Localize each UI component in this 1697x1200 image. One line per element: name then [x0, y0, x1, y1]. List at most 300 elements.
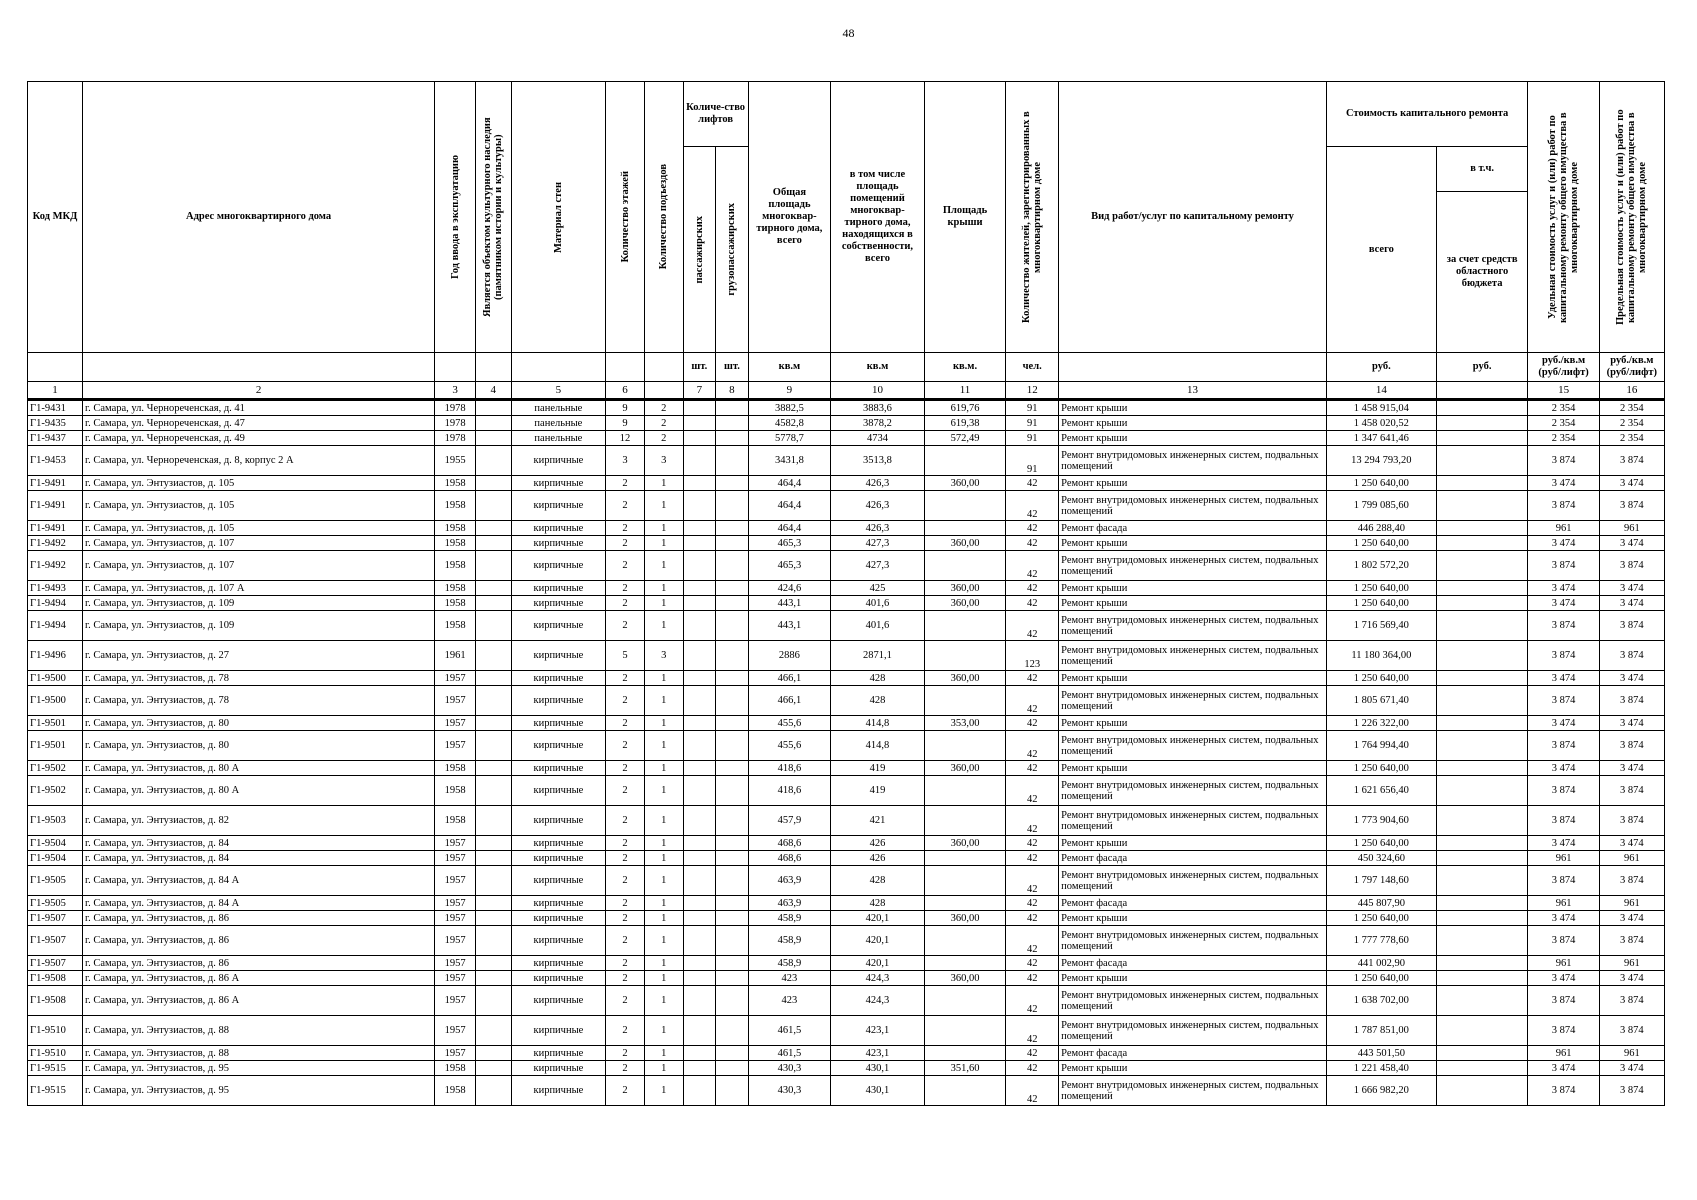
cell-cost-total: 1 773 904,60 [1326, 806, 1436, 836]
cell-unit-cost: 961 [1528, 851, 1599, 866]
column-number: 14 [1326, 382, 1436, 400]
cell-residents: 42 [1006, 596, 1059, 611]
cell-code: Г1-9505 [28, 866, 83, 896]
cell-residents: 91 [1006, 400, 1059, 416]
cell-roof-area [924, 851, 1005, 866]
cell-lifts-cargo [716, 536, 749, 551]
cell-cost-total: 1 458 020,52 [1326, 416, 1436, 431]
cell-wall: кирпичные [511, 956, 606, 971]
cell-roof-area: 360,00 [924, 911, 1005, 926]
cell-roof-area [924, 956, 1005, 971]
table-row [28, 731, 1665, 761]
cell-total-area: 458,9 [748, 926, 830, 956]
cell-unit-cost: 3 474 [1528, 476, 1599, 491]
cell-code: Г1-9502 [28, 776, 83, 806]
cell-floors: 2 [606, 536, 645, 551]
table-row [28, 971, 1665, 986]
cell-work: Ремонт фасада [1059, 851, 1327, 866]
unit-roof-area: кв.м. [924, 353, 1005, 382]
cell-floors: 9 [606, 400, 645, 416]
column-number [644, 382, 683, 400]
cell-cost-total: 1 347 641,46 [1326, 431, 1436, 446]
cell-floors: 2 [606, 521, 645, 536]
cell-limit-cost: 3 474 [1599, 761, 1664, 776]
cell-work: Ремонт крыши [1059, 836, 1327, 851]
cell-wall: кирпичные [511, 716, 606, 731]
cell-cost-regional [1436, 476, 1528, 491]
cell-limit-cost: 961 [1599, 956, 1664, 971]
cell-roof-area [924, 776, 1005, 806]
header-work: Вид работ/услуг по капитальному ремонту [1059, 82, 1327, 353]
table-row [28, 641, 1665, 671]
cell-cost-regional [1436, 956, 1528, 971]
cell-residents: 42 [1006, 836, 1059, 851]
cell-cost-regional [1436, 671, 1528, 686]
cell-work: Ремонт крыши [1059, 476, 1327, 491]
cell-limit-cost: 3 474 [1599, 716, 1664, 731]
unit-lifts-passenger: шт. [683, 353, 716, 382]
cell-wall: кирпичные [511, 896, 606, 911]
cell-cost-total: 1 221 458,40 [1326, 1061, 1436, 1076]
column-number: 7 [683, 382, 716, 400]
cell-roof-area: 619,76 [924, 400, 1005, 416]
header-floors-cell [606, 82, 645, 353]
cell-cost-regional [1436, 731, 1528, 761]
cell-lifts-cargo [716, 1076, 749, 1106]
cell-floors: 2 [606, 896, 645, 911]
cell-owned-area: 426,3 [831, 521, 925, 536]
cell-wall: кирпичные [511, 761, 606, 776]
cell-owned-area: 3883,6 [831, 400, 925, 416]
cell-heritage [475, 581, 511, 596]
header-code: Код МКД [28, 82, 83, 353]
cell-heritage [475, 551, 511, 581]
cell-wall: кирпичные [511, 521, 606, 536]
cell-residents: 42 [1006, 581, 1059, 596]
cell-floors: 2 [606, 671, 645, 686]
cell-year: 1958 [435, 536, 476, 551]
cell-year: 1957 [435, 896, 476, 911]
table-row [28, 1046, 1665, 1061]
cell-heritage [475, 896, 511, 911]
cell-lifts-passenger [683, 896, 716, 911]
cell-wall: кирпичные [511, 731, 606, 761]
cell-residents: 42 [1006, 491, 1059, 521]
cell-lifts-passenger [683, 416, 716, 431]
unit-cell [644, 353, 683, 382]
cell-cost-regional [1436, 521, 1528, 536]
cell-address: г. Самара, ул. Чернореченская, д. 47 [82, 416, 434, 431]
cell-lifts-cargo [716, 731, 749, 761]
cell-owned-area: 3513,8 [831, 446, 925, 476]
cell-lifts-cargo [716, 896, 749, 911]
cell-floors: 12 [606, 431, 645, 446]
cell-code: Г1-9507 [28, 926, 83, 956]
column-number: 10 [831, 382, 925, 400]
cell-year: 1957 [435, 911, 476, 926]
cell-total-area: 3882,5 [748, 400, 830, 416]
cell-unit-cost: 2 354 [1528, 400, 1599, 416]
cell-code: Г1-9505 [28, 896, 83, 911]
cell-entrances: 1 [644, 716, 683, 731]
cell-floors: 2 [606, 911, 645, 926]
cell-cost-total: 1 458 915,04 [1326, 400, 1436, 416]
cell-owned-area: 426 [831, 851, 925, 866]
cell-cost-regional [1436, 686, 1528, 716]
cell-residents: 91 [1006, 446, 1059, 476]
header-total-area: Общая площадь многоквар-тирного дома, всего [748, 82, 830, 353]
cell-work: Ремонт внутридомовых инженерных систем, подвальных помещений [1059, 446, 1327, 476]
cell-owned-area: 414,8 [831, 716, 925, 731]
cell-unit-cost: 3 474 [1528, 671, 1599, 686]
page-number: 48 [842, 26, 855, 40]
unit-limit-cost: руб./кв.м (руб/лифт) [1599, 353, 1664, 382]
cell-lifts-cargo [716, 416, 749, 431]
cell-heritage [475, 416, 511, 431]
cell-limit-cost: 3 474 [1599, 836, 1664, 851]
unit-cost-regional: руб. [1436, 353, 1528, 382]
cell-owned-area: 425 [831, 581, 925, 596]
cell-heritage [475, 491, 511, 521]
cell-owned-area: 427,3 [831, 551, 925, 581]
cell-owned-area: 420,1 [831, 956, 925, 971]
cell-lifts-passenger [683, 491, 716, 521]
cell-work: Ремонт внутридомовых инженерных систем, подвальных помещений [1059, 806, 1327, 836]
cell-limit-cost: 3 474 [1599, 911, 1664, 926]
cell-code: Г1-9491 [28, 521, 83, 536]
unit-cell [435, 353, 476, 382]
cell-residents: 42 [1006, 926, 1059, 956]
cell-wall: панельные [511, 431, 606, 446]
cell-address: г. Самара, ул. Энтузиастов, д. 80 А [82, 761, 434, 776]
cell-cost-total: 1 666 982,20 [1326, 1076, 1436, 1106]
cell-floors: 2 [606, 1061, 645, 1076]
cell-entrances: 1 [644, 491, 683, 521]
cell-wall: кирпичные [511, 671, 606, 686]
header-cost: Стоимость капитального ремонта [1326, 82, 1528, 147]
cell-cost-regional [1436, 986, 1528, 1016]
cell-entrances: 1 [644, 1076, 683, 1106]
cell-unit-cost: 3 874 [1528, 446, 1599, 476]
cell-roof-area [924, 551, 1005, 581]
cell-roof-area [924, 491, 1005, 521]
cell-cost-total: 441 002,90 [1326, 956, 1436, 971]
cell-address: г. Самара, ул. Энтузиастов, д. 82 [82, 806, 434, 836]
cell-lifts-passenger [683, 806, 716, 836]
cell-code: Г1-9507 [28, 911, 83, 926]
cell-cost-regional [1436, 416, 1528, 431]
cell-residents: 42 [1006, 761, 1059, 776]
cell-cost-regional [1436, 926, 1528, 956]
cell-code: Г1-9494 [28, 596, 83, 611]
cell-work: Ремонт внутридомовых инженерных систем, подвальных помещений [1059, 1016, 1327, 1046]
cell-wall: кирпичные [511, 911, 606, 926]
cell-lifts-cargo [716, 521, 749, 536]
cell-year: 1957 [435, 686, 476, 716]
cell-owned-area: 424,3 [831, 986, 925, 1016]
cell-unit-cost: 3 874 [1528, 776, 1599, 806]
cell-cost-regional [1436, 446, 1528, 476]
table-row [28, 400, 1665, 416]
cell-wall: кирпичные [511, 1076, 606, 1106]
table-row [28, 776, 1665, 806]
cell-cost-regional [1436, 761, 1528, 776]
cell-total-area: 464,4 [748, 521, 830, 536]
cell-lifts-passenger [683, 716, 716, 731]
header-lifts-passenger: пассажирских [693, 215, 705, 284]
cell-total-area: 443,1 [748, 611, 830, 641]
cell-unit-cost: 3 474 [1528, 536, 1599, 551]
cell-owned-area: 426,3 [831, 491, 925, 521]
cell-year: 1958 [435, 521, 476, 536]
column-number: 1 [28, 382, 83, 400]
cell-entrances: 1 [644, 851, 683, 866]
cell-heritage [475, 446, 511, 476]
cell-wall: кирпичные [511, 806, 606, 836]
header-cost-incl: в т.ч. [1436, 147, 1528, 192]
cell-total-area: 463,9 [748, 866, 830, 896]
cell-cost-regional [1436, 1061, 1528, 1076]
capital-repair-table [27, 81, 1665, 1106]
cell-lifts-cargo [716, 400, 749, 416]
cell-residents: 42 [1006, 896, 1059, 911]
column-number: 12 [1006, 382, 1059, 400]
cell-lifts-cargo [716, 611, 749, 641]
cell-lifts-passenger [683, 1076, 716, 1106]
cell-address: г. Самара, ул. Энтузиастов, д. 88 [82, 1046, 434, 1061]
cell-entrances: 1 [644, 836, 683, 851]
cell-floors: 3 [606, 446, 645, 476]
cell-lifts-cargo [716, 911, 749, 926]
cell-wall: кирпичные [511, 446, 606, 476]
cell-cost-regional [1436, 431, 1528, 446]
cell-lifts-cargo [716, 866, 749, 896]
cell-owned-area: 423,1 [831, 1046, 925, 1061]
cell-cost-total: 1 797 148,60 [1326, 866, 1436, 896]
cell-heritage [475, 716, 511, 731]
table-header [28, 82, 1665, 400]
cell-unit-cost: 3 874 [1528, 641, 1599, 671]
cell-roof-area: 360,00 [924, 671, 1005, 686]
cell-total-area: 5778,7 [748, 431, 830, 446]
table-row [28, 1061, 1665, 1076]
header-address: Адрес многоквартирного дома [82, 82, 434, 353]
cell-cost-regional [1436, 551, 1528, 581]
cell-roof-area [924, 986, 1005, 1016]
cell-wall: кирпичные [511, 476, 606, 491]
cell-address: г. Самара, ул. Энтузиастов, д. 105 [82, 491, 434, 521]
cell-total-area: 2886 [748, 641, 830, 671]
cell-owned-area: 426,3 [831, 476, 925, 491]
cell-total-area: 458,9 [748, 956, 830, 971]
cell-unit-cost: 3 874 [1528, 806, 1599, 836]
cell-roof-area [924, 1046, 1005, 1061]
cell-lifts-cargo [716, 551, 749, 581]
cell-residents: 42 [1006, 911, 1059, 926]
cell-year: 1961 [435, 641, 476, 671]
cell-year: 1958 [435, 476, 476, 491]
table-row [28, 491, 1665, 521]
cell-year: 1958 [435, 491, 476, 521]
cell-cost-regional [1436, 611, 1528, 641]
cell-floors: 2 [606, 1016, 645, 1046]
cell-roof-area [924, 806, 1005, 836]
cell-address: г. Самара, ул. Энтузиастов, д. 95 [82, 1076, 434, 1106]
cell-unit-cost: 3 474 [1528, 836, 1599, 851]
cell-year: 1957 [435, 671, 476, 686]
cell-total-area: 465,3 [748, 536, 830, 551]
unit-owned-area: кв.м [831, 353, 925, 382]
cell-entrances: 1 [644, 611, 683, 641]
cell-roof-area [924, 926, 1005, 956]
cell-lifts-passenger [683, 911, 716, 926]
cell-address: г. Самара, ул. Энтузиастов, д. 86 А [82, 971, 434, 986]
column-number: 2 [82, 382, 434, 400]
cell-code: Г1-9502 [28, 761, 83, 776]
cell-lifts-passenger [683, 400, 716, 416]
cell-work: Ремонт внутридомовых инженерных систем, подвальных помещений [1059, 926, 1327, 956]
cell-work: Ремонт внутридомовых инженерных систем, подвальных помещений [1059, 491, 1327, 521]
cell-limit-cost: 961 [1599, 896, 1664, 911]
cell-residents: 42 [1006, 536, 1059, 551]
cell-year: 1978 [435, 416, 476, 431]
unit-unit-cost: руб./кв.м (руб/лифт) [1528, 353, 1599, 382]
cell-code: Г1-9508 [28, 986, 83, 1016]
cell-heritage [475, 776, 511, 806]
cell-year: 1957 [435, 926, 476, 956]
cell-total-area: 455,6 [748, 731, 830, 761]
cell-roof-area: 353,00 [924, 716, 1005, 731]
cell-cost-total: 11 180 364,00 [1326, 641, 1436, 671]
header-lifts: Количе-ство лифтов [683, 82, 748, 147]
cell-year: 1957 [435, 1016, 476, 1046]
table-row [28, 761, 1665, 776]
cell-lifts-passenger [683, 431, 716, 446]
cell-year: 1957 [435, 1046, 476, 1061]
cell-entrances: 3 [644, 446, 683, 476]
cell-lifts-passenger [683, 1046, 716, 1061]
cell-lifts-cargo [716, 1016, 749, 1046]
cell-work: Ремонт фасада [1059, 521, 1327, 536]
cell-work: Ремонт крыши [1059, 596, 1327, 611]
column-number: 8 [716, 382, 749, 400]
cell-work: Ремонт крыши [1059, 1061, 1327, 1076]
table-row [28, 1076, 1665, 1106]
cell-lifts-passenger [683, 866, 716, 896]
cell-address: г. Самара, ул. Энтузиастов, д. 107 А [82, 581, 434, 596]
cell-code: Г1-9504 [28, 836, 83, 851]
cell-floors: 9 [606, 416, 645, 431]
cell-residents: 42 [1006, 776, 1059, 806]
cell-entrances: 1 [644, 476, 683, 491]
cell-roof-area: 360,00 [924, 971, 1005, 986]
cell-owned-area: 420,1 [831, 926, 925, 956]
cell-code: Г1-9500 [28, 671, 83, 686]
cell-heritage [475, 671, 511, 686]
cell-cost-total: 445 807,90 [1326, 896, 1436, 911]
cell-unit-cost: 961 [1528, 1046, 1599, 1061]
cell-lifts-passenger [683, 776, 716, 806]
header-lifts-cargo: грузопассажирских [726, 203, 738, 296]
cell-cost-regional [1436, 836, 1528, 851]
cell-cost-total: 1 799 085,60 [1326, 491, 1436, 521]
cell-limit-cost: 2 354 [1599, 416, 1664, 431]
cell-residents: 42 [1006, 1061, 1059, 1076]
cell-roof-area [924, 866, 1005, 896]
cell-year: 1955 [435, 446, 476, 476]
cell-limit-cost: 3 874 [1599, 806, 1664, 836]
cell-cost-regional [1436, 806, 1528, 836]
cell-work: Ремонт внутридомовых инженерных систем, подвальных помещений [1059, 686, 1327, 716]
cell-owned-area: 3878,2 [831, 416, 925, 431]
cell-lifts-cargo [716, 716, 749, 731]
cell-unit-cost: 3 874 [1528, 611, 1599, 641]
cell-heritage [475, 431, 511, 446]
table-row [28, 686, 1665, 716]
cell-heritage [475, 761, 511, 776]
header-cost-total: всего [1326, 147, 1436, 353]
cell-heritage [475, 1046, 511, 1061]
cell-limit-cost: 3 474 [1599, 581, 1664, 596]
header-roof-area: Площадь крыши [924, 82, 1005, 353]
cell-limit-cost: 3 874 [1599, 926, 1664, 956]
cell-limit-cost: 2 354 [1599, 400, 1664, 416]
column-number: 13 [1059, 382, 1327, 400]
cell-cost-total: 1 802 572,20 [1326, 551, 1436, 581]
cell-heritage [475, 866, 511, 896]
cell-lifts-cargo [716, 986, 749, 1016]
cell-year: 1957 [435, 866, 476, 896]
cell-cost-regional [1436, 911, 1528, 926]
cell-residents: 42 [1006, 521, 1059, 536]
cell-code: Г1-9510 [28, 1016, 83, 1046]
cell-residents: 42 [1006, 716, 1059, 731]
cell-cost-total: 1 250 640,00 [1326, 671, 1436, 686]
cell-lifts-passenger [683, 986, 716, 1016]
cell-work: Ремонт крыши [1059, 400, 1327, 416]
table-row [28, 431, 1665, 446]
cell-heritage [475, 806, 511, 836]
cell-year: 1978 [435, 431, 476, 446]
cell-address: г. Самара, ул. Энтузиастов, д. 78 [82, 671, 434, 686]
cell-roof-area: 619,38 [924, 416, 1005, 431]
cell-limit-cost: 3 474 [1599, 971, 1664, 986]
cell-year: 1958 [435, 1061, 476, 1076]
cell-lifts-cargo [716, 971, 749, 986]
cell-residents: 42 [1006, 611, 1059, 641]
cell-owned-area: 2871,1 [831, 641, 925, 671]
cell-cost-regional [1436, 641, 1528, 671]
cell-work: Ремонт фасада [1059, 896, 1327, 911]
cell-year: 1958 [435, 1076, 476, 1106]
cell-owned-area: 430,1 [831, 1076, 925, 1106]
cell-cost-total: 446 288,40 [1326, 521, 1436, 536]
cell-residents: 123 [1006, 641, 1059, 671]
cell-entrances: 1 [644, 581, 683, 596]
table-row [28, 596, 1665, 611]
unit-cell [28, 353, 83, 382]
cell-cost-total: 1 250 640,00 [1326, 581, 1436, 596]
cell-heritage [475, 911, 511, 926]
cell-total-area: 468,6 [748, 836, 830, 851]
cell-entrances: 1 [644, 1016, 683, 1046]
header-limit-cost: Предельная стоимость услуг и (или) работ по капитальному ремонту общего имущества в многоквартирном доме [1615, 109, 1649, 325]
cell-address: г. Самара, ул. Энтузиастов, д. 109 [82, 611, 434, 641]
cell-year: 1957 [435, 836, 476, 851]
cell-wall: панельные [511, 416, 606, 431]
cell-wall: кирпичные [511, 986, 606, 1016]
cell-address: г. Самара, ул. Энтузиастов, д. 86 [82, 926, 434, 956]
